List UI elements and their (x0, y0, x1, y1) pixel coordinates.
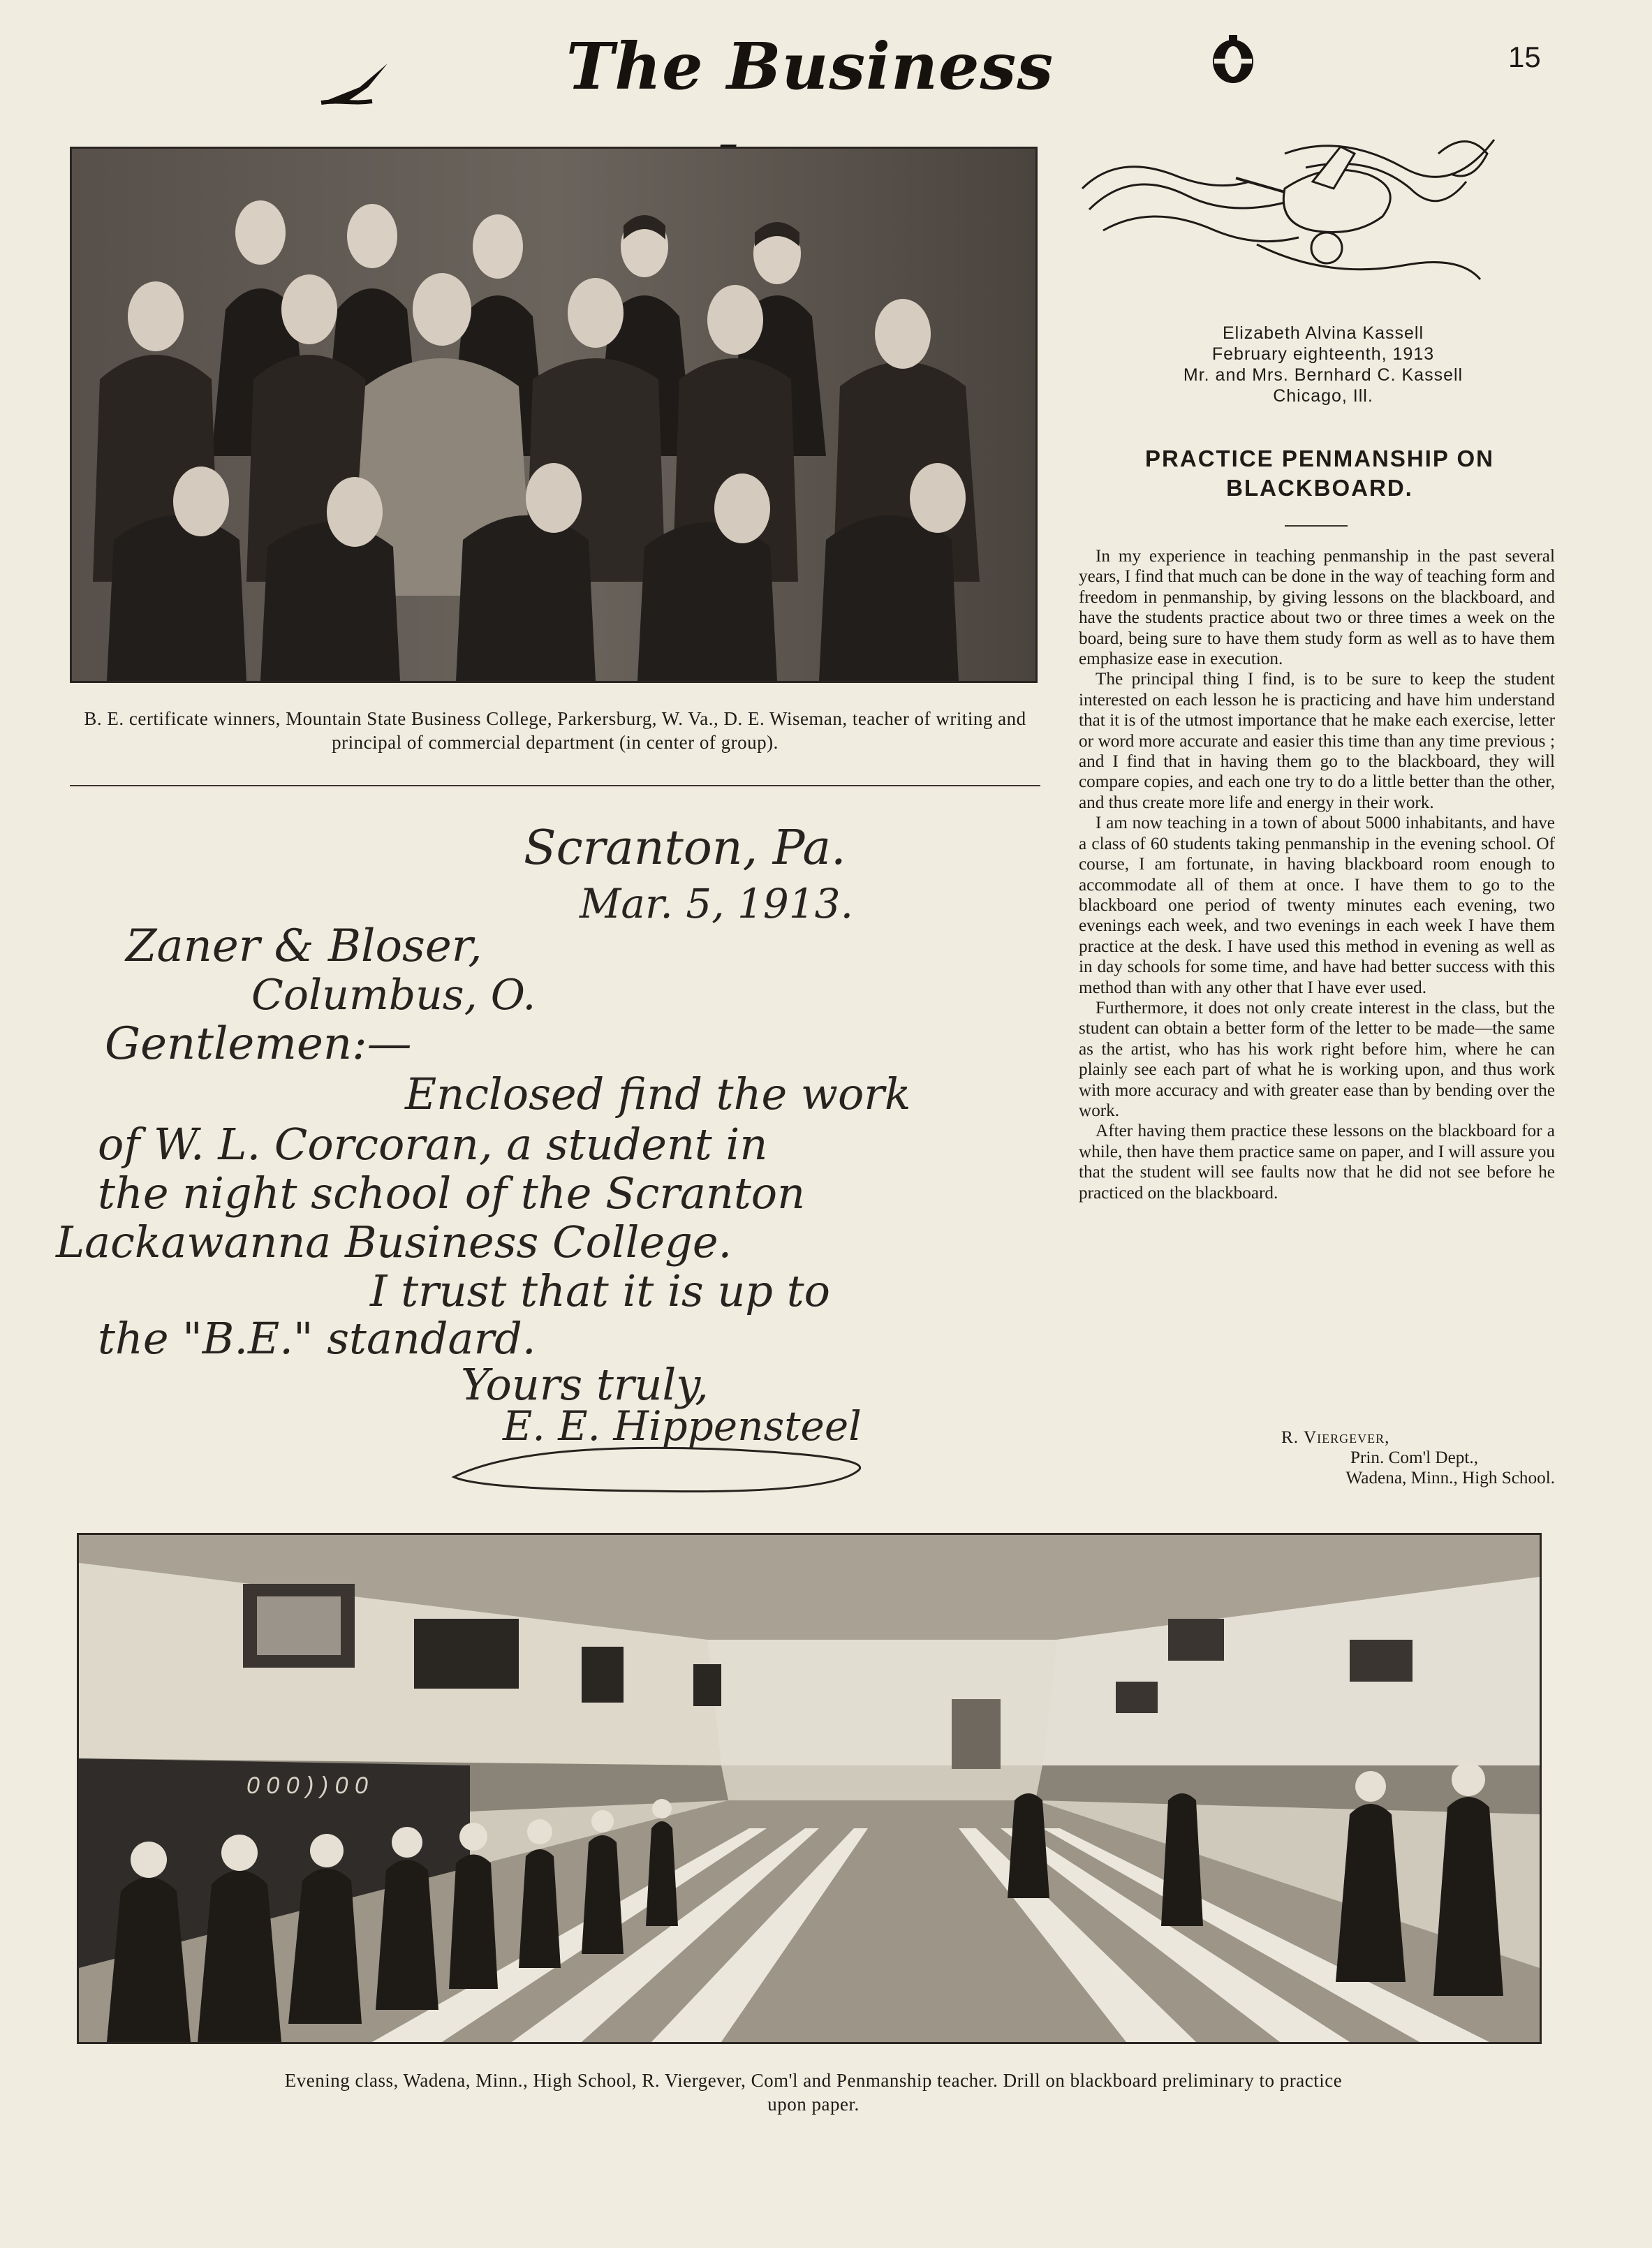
letter-line: the "B.E." standard. (98, 1313, 536, 1364)
article-body (1079, 546, 1555, 1203)
article-paragraph: The principal thing I find, is to be sure to keep the student interested on each lesson he is practicing and have him understand that it is of the utmost importance that he make each exercise, letter or word more accurate and easier this time than any time previous ; and I find that in having them go to the blackboard, they will compare copies, and each one try to do a little better than the other, and thus create more life and energy in their work. (1079, 670, 1555, 812)
birth-notice-line: Mr. and Mrs. Bernhard C. Kassell (1183, 365, 1463, 385)
caption-line: Evening class, Wadena, Minn., High School, R. Viergever, Com'l and Penmanship teacher. Drill on blackboard preliminary to practice (284, 2070, 1343, 2091)
birth-notice (1079, 323, 1568, 406)
birth-notice-line: Chicago, Ill. (1273, 386, 1373, 406)
section-divider (70, 785, 1040, 786)
letter-line: Scranton, Pa. (524, 821, 846, 876)
caption-line: upon paper. (767, 2094, 860, 2115)
article-title (1075, 444, 1564, 503)
group-photo-image (72, 149, 1035, 681)
letter-line: I trust that it is up to (370, 1265, 830, 1316)
quill-ornament (318, 59, 394, 112)
article-paragraph: In my experience in teaching penmanship in the past several years, I find that much can be done in the way of teaching form and freedom in penmanship, by giving lessons on the blackboard, and have the students practice about two or three times a week on the board, being sure to have them study form as well as to have them emphasize ease in execution. (1079, 547, 1555, 669)
group-photo-caption: B. E. certificate winners, Mountain State Business College, Parkersburg, W. Va., D. E. Wiseman, teacher of writing and principal of commercial department (in center of group). (84, 708, 1026, 753)
letter-line: Yours truly, (461, 1359, 709, 1410)
letter-line: Zaner & Bloser, (126, 920, 482, 972)
birth-notice-line: Elizabeth Alvina Kassell (1222, 323, 1424, 343)
emblem-icon (1210, 34, 1256, 89)
letter-line: Columbus, O. (251, 971, 536, 1020)
letter-line: Lackawanna Business College. (56, 1217, 732, 1268)
article-paragraph: After having them practice these lessons on the blackboard for a while, then have them practice same on paper, and I will assure you that the student will see faults now that he did not see before he practiced on the blackboard. (1079, 1122, 1555, 1203)
letter-line: of W. L. Corcoran, a student in (98, 1119, 768, 1170)
signature-flourish (440, 1428, 887, 1501)
group-photo (70, 147, 1038, 683)
svg-text:0 0 0 ) ) 0 0: 0 0 0 ) ) 0 0 (246, 1772, 368, 1799)
page-number: 15 (1508, 41, 1541, 73)
letter-line: Enclosed find the work (405, 1068, 911, 1119)
letter-line: Mar. 5, 1913. (580, 880, 854, 927)
classroom-photo-caption (105, 2069, 1522, 2116)
letter-line: Gentlemen:— (105, 1018, 412, 1070)
letter-signature: E. E. Hippensteel (503, 1402, 862, 1450)
article-title-line: BLACKBOARD. (1226, 475, 1413, 501)
title-divider (1285, 525, 1348, 527)
masthead-title: The Business (566, 29, 1054, 104)
article-author-title: Prin. Com'l Dept., (1350, 1448, 1478, 1467)
letter-line: the night school of the Scranton (98, 1168, 806, 1219)
article-paragraph: I am now teaching in a town of about 5000 inhabitants, and have a class of 60 students taking penmanship in the evening school. Of course, I am fortunate, in having blackboard room enough to accommodate all of them at once. I have them to go to the blackboard one period of twenty minutes each evening, two evenings each week, and two evenings in each week I have them practice at the desk. I have used this method in evening as well as in day schools for some time, and have had better success with this method than with any other that I have ever used. (1079, 814, 1555, 997)
classroom-photo-image (79, 1535, 1540, 2042)
article-author-name: R. Viergever, (1281, 1428, 1390, 1447)
birth-notice-line: February eighteenth, 1913 (1211, 344, 1435, 364)
stork-illustration (1075, 126, 1508, 297)
article-author-place: Wadena, Minn., High School. (1345, 1469, 1555, 1487)
classroom-photo (77, 1533, 1542, 2044)
article-title-line: PRACTICE PENMANSHIP ON (1145, 446, 1494, 471)
article-paragraph: Furthermore, it does not only create interest in the class, but the student can obtain a better form of the letter to be made—the same as the artist, who has his work right before him, where he can plainly see each part of what he is working upon, and thus work with more accuracy and with greater ease than by bending over the work. (1079, 998, 1555, 1120)
